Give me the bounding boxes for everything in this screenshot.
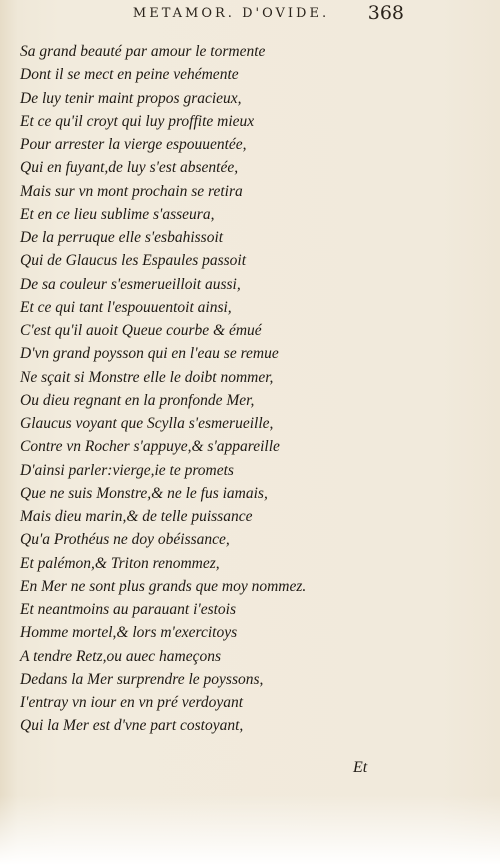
verse-line: Que ne suis Monstre,& ne le fus iamais, — [20, 484, 268, 502]
verse-line: Pour arrester la vierge espouuentée, — [20, 136, 247, 153]
verse-line: Homme mortel,& lors m'exercitoys — [20, 624, 238, 642]
verse-line: De la perruque elle s'esbahissoit — [20, 229, 224, 246]
verse-line: Dedans la Mer surprendre le poyssons, — [20, 670, 264, 688]
page-bottom-edge — [0, 795, 500, 865]
verse-line: De sa couleur s'esmerueilloit aussi, — [20, 275, 241, 293]
verse-line: Sa grand beauté par amour le tormente — [20, 43, 266, 60]
verse-line: Mais dieu marin,& de telle puissance — [20, 508, 253, 525]
verse-line: Dont il se mect en peine vehémente — [20, 66, 239, 84]
running-title: METAMOR. D'OVIDE. — [132, 6, 330, 21]
verse-line: Ne sçait si Monstre elle le doibt nommer, — [20, 368, 274, 386]
verse-line: D'ainsi parler:vierge,ie te promets — [20, 461, 234, 479]
page-number: 368 — [367, 2, 404, 24]
verse-line: Qui en fuyant,de luy s'est absentée, — [20, 159, 239, 177]
verse-line: Glaucus voyant que Scylla s'esmerueille, — [20, 415, 274, 432]
verse-line: Qui la Mer est d'vne part costoyant, — [20, 717, 244, 735]
verse-line: Et ce qui tant l'espouuentoit ainsi, — [20, 298, 232, 316]
verse-line: En Mer ne sont plus grands que moy nommez. — [20, 577, 307, 595]
verse-line: Et palémon,& Triton renommez, — [20, 554, 220, 572]
verse-line: Qui de Glaucus les Espaules passoit — [20, 252, 247, 270]
verse-line: Ou dieu regnant en la pronfonde Mer, — [20, 391, 255, 409]
verse-line: Et en ce lieu sublime s'asseura, — [20, 205, 215, 223]
verse-line: A tendre Retz,ou auec hameçons — [20, 647, 222, 665]
verse-line: Qu'a Prothéus ne doy obéissance, — [20, 531, 230, 549]
verse-line: Et ce qu'il croyt qui luy proffite mieux — [20, 112, 255, 130]
verse-line: I'entray vn iour en vn pré verdoyant — [20, 694, 244, 711]
verse-line: D'vn grand poysson qui en l'eau se remue — [20, 345, 279, 363]
verse-line: C'est qu'il auoit Queue courbe & émué — [20, 322, 262, 339]
verse-line: Et neantmoins au parauant i'estois — [20, 601, 237, 618]
catchword: Et — [353, 759, 368, 776]
poem-text — [20, 40, 362, 738]
verse-line: Mais sur vn mont prochain se retira — [20, 182, 243, 200]
verse-line: Contre vn Rocher s'appuye,& s'appareille — [20, 438, 280, 456]
verse-line: De luy tenir maint propos gracieux, — [20, 89, 242, 107]
